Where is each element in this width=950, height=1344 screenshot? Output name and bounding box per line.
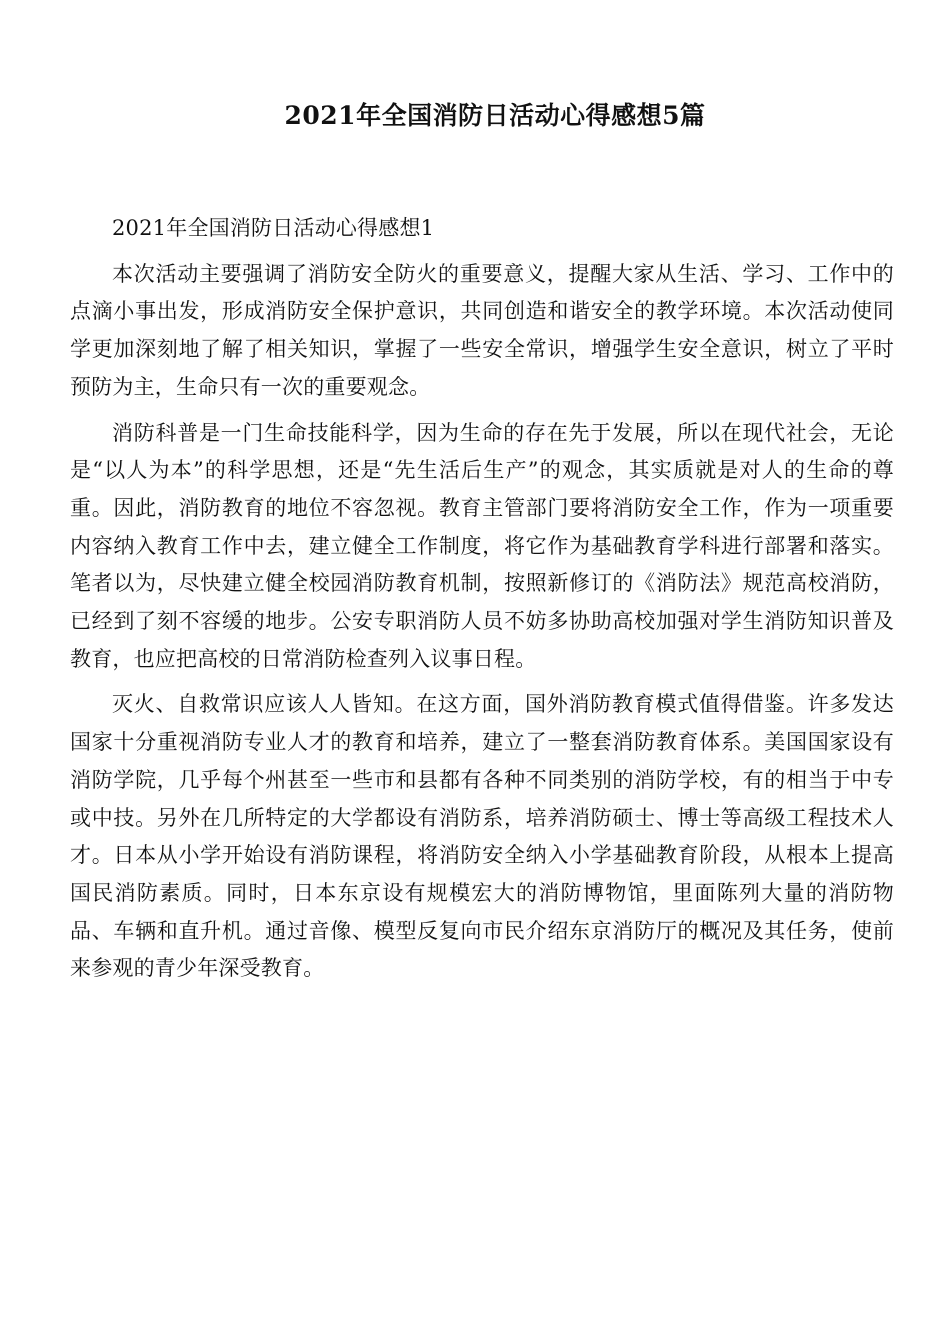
section-heading: 2021年全国消防日活动心得感想1 — [112, 216, 435, 240]
paragraph-2: 消防科普是一门生命技能科学，因为生命的存在先于发展，所以在现代社会，无论是“以人为本”的科学思想，还是“先生活后生产”的观念，其实质就是对人的生命的尊重。因此，消防教育的地位不容忽视。教育主管部门要将消防安全工作，作为一项重要内容纳入教育工作中去，建立健全工作制度，将它作为基础教育学科进行部署和落实。笔者以为，尽快建立健全校园消防教育机制，按照新修订的《消防法》规范高校消防，已经到了刻不容缓的地步。公安专职消防人员不妨多协助高校加强对学生消防知识普及教育，也应把高校的日常消防检查列入议事日程。 — [70, 420, 894, 671]
paragraph-3: 灭火、自救常识应该人人皆知。在这方面，国外消防教育模式值得借鉴。许多发达国家十分重视消防专业人才的教育和培养，建立了一整套消防教育体系。美国国家设有消防学院，几乎每个州甚至一些市和县都有各种不同类别的消防学校，有的相当于中专或中技。另外在几所特定的大学都设有消防系，培养消防硕士、博士等高级工程技术人才。日本从小学开始设有消防课程，将消防安全纳入小学基础教育阶段，从根本上提高国民消防素质。同时，日本东京设有规模宏大的消防博物馆，里面陈列大量的消防物品、车辆和直升机。通过音像、模型反复向市民介绍东京消防厅的概况及其任务，使前来参观的青少年深受教育。 — [70, 692, 894, 981]
paragraph-1: 本次活动主要强调了消防安全防火的重要意义，提醒大家从生活、学习、工作中的点滴小事出发，形成消防安全保护意识，共同创造和谐安全的教学环境。本次活动使同学更加深刻地了解了相关知识，掌握了一些安全常识，增强学生安全意识，树立了平时预防为主，生命只有一次的重要观念。 — [70, 261, 894, 399]
document-title: 2021年全国消防日活动心得感想5篇 — [284, 101, 706, 130]
document-body — [70, 210, 894, 996]
